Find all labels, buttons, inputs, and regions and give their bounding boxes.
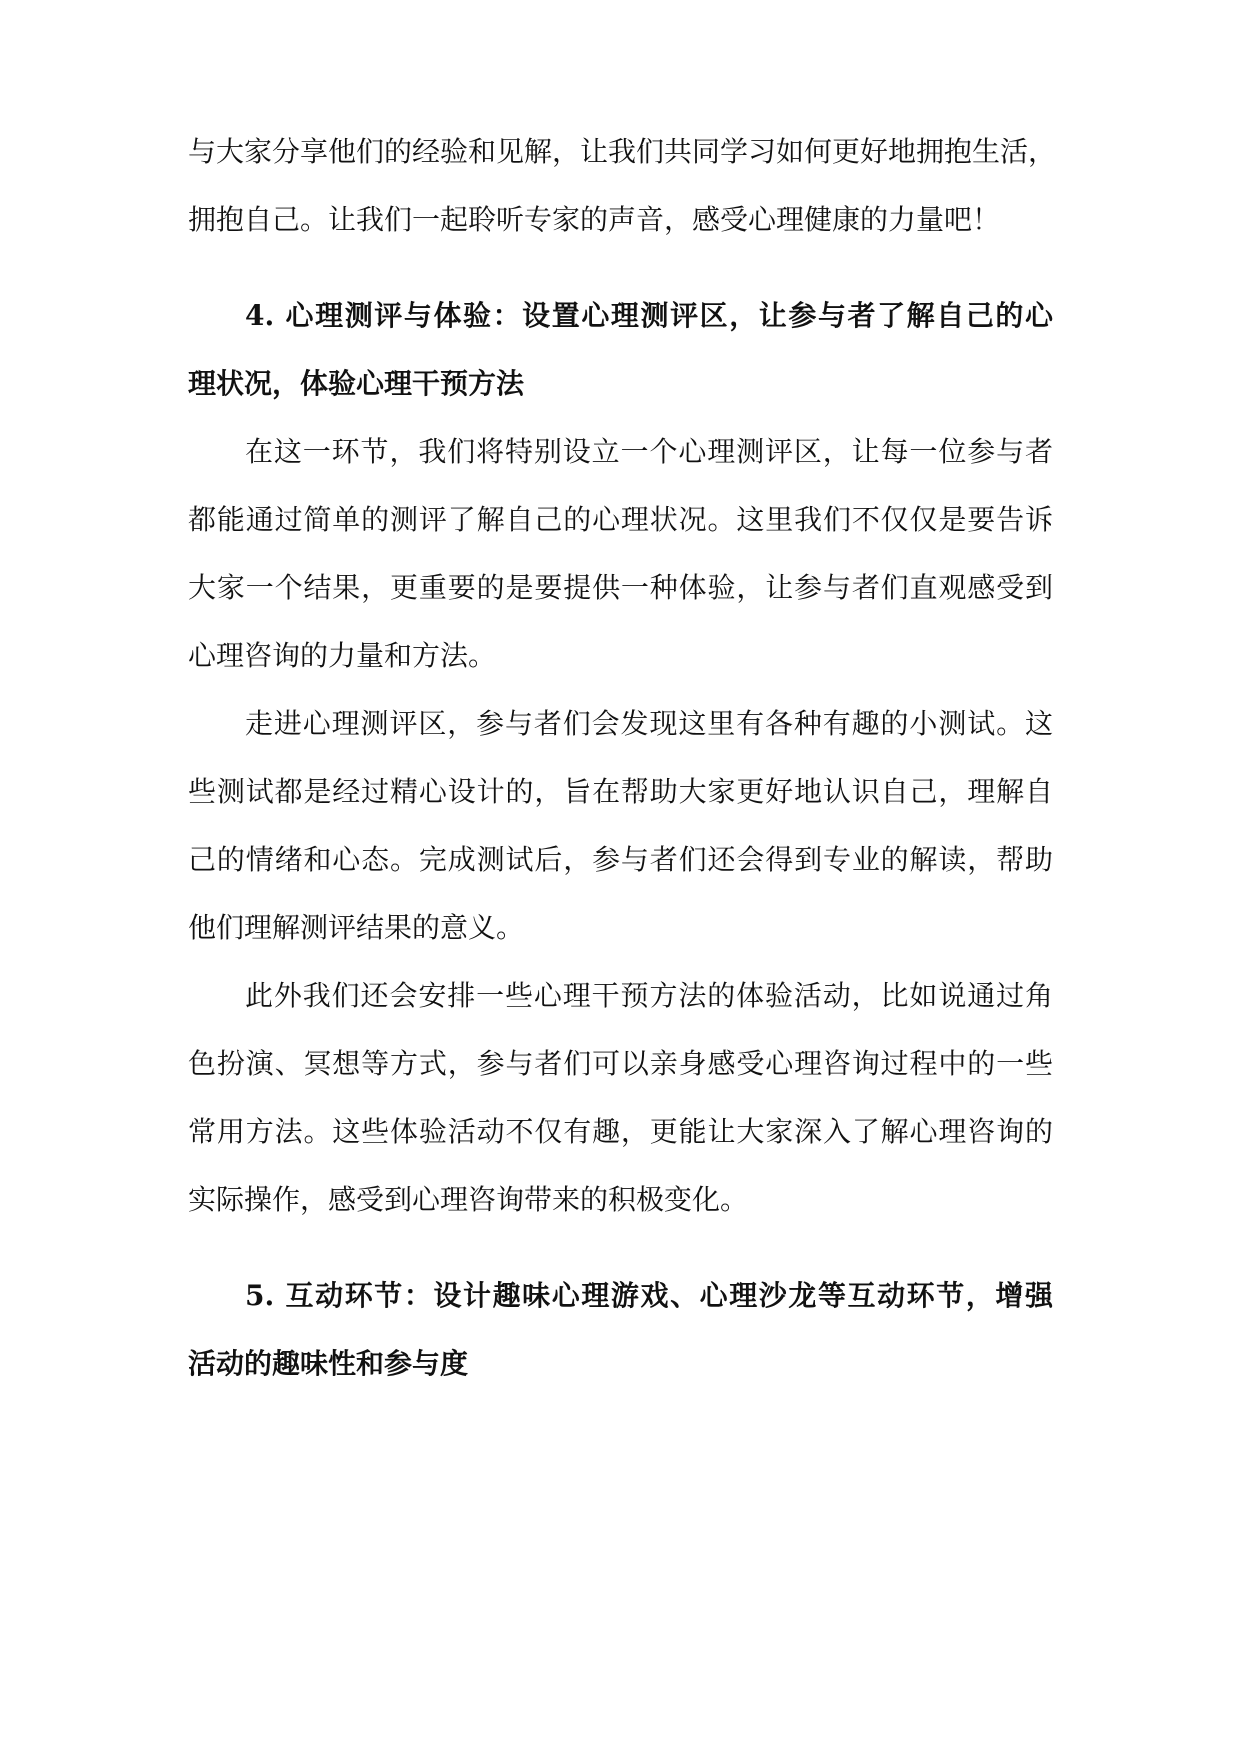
section-heading-4: 4. 心理测评与体验：设置心理测评区，让参与者了解自己的心 [245, 299, 1053, 332]
paragraph-line: 色扮演、冥想等方式，参与者们可以亲身感受心理咨询过程中的一些 [188, 1047, 1053, 1080]
paragraph-line: 些测试都是经过精心设计的，旨在帮助大家更好地认识自己，理解自 [188, 775, 1053, 808]
paragraph-line: 在这一环节，我们将特别设立一个心理测评区，让每一位参与者 [245, 435, 1053, 468]
paragraph-line: 走进心理测评区，参与者们会发现这里有各种有趣的小测试。这 [245, 707, 1053, 740]
paragraph-line: 己的情绪和心态。完成测试后，参与者们还会得到专业的解读，帮助 [188, 843, 1053, 876]
paragraph-line: 此外我们还会安排一些心理干预方法的体验活动，比如说通过角 [245, 979, 1053, 1012]
paragraph-line: 他们理解测评结果的意义。 [188, 911, 525, 944]
paragraph-line: 拥抱自己。让我们一起聆听专家的声音，感受心理健康的力量吧！ [188, 203, 1001, 236]
paragraph-line: 实际操作，感受到心理咨询带来的积极变化。 [188, 1183, 749, 1216]
paragraph-line: 大家一个结果，更重要的是要提供一种体验，让参与者们直观感受到 [188, 571, 1053, 604]
paragraph-line: 都能通过简单的测评了解自己的心理状况。这里我们不仅仅是要告诉 [188, 503, 1053, 536]
paragraph-line: 常用方法。这些体验活动不仅有趣，更能让大家深入了解心理咨询的 [188, 1115, 1053, 1148]
paragraph-line: 心理咨询的力量和方法。 [188, 639, 497, 672]
section-heading-5: 5. 互动环节：设计趣味心理游戏、心理沙龙等互动环节，增强 [245, 1279, 1053, 1312]
section-heading-5-cont: 活动的趣味性和参与度 [188, 1347, 469, 1380]
section-heading-4-cont: 理状况，体验心理干预方法 [188, 367, 525, 400]
paragraph-line: 与大家分享他们的经验和见解，让我们共同学习如何更好地拥抱生活， [188, 135, 1057, 168]
